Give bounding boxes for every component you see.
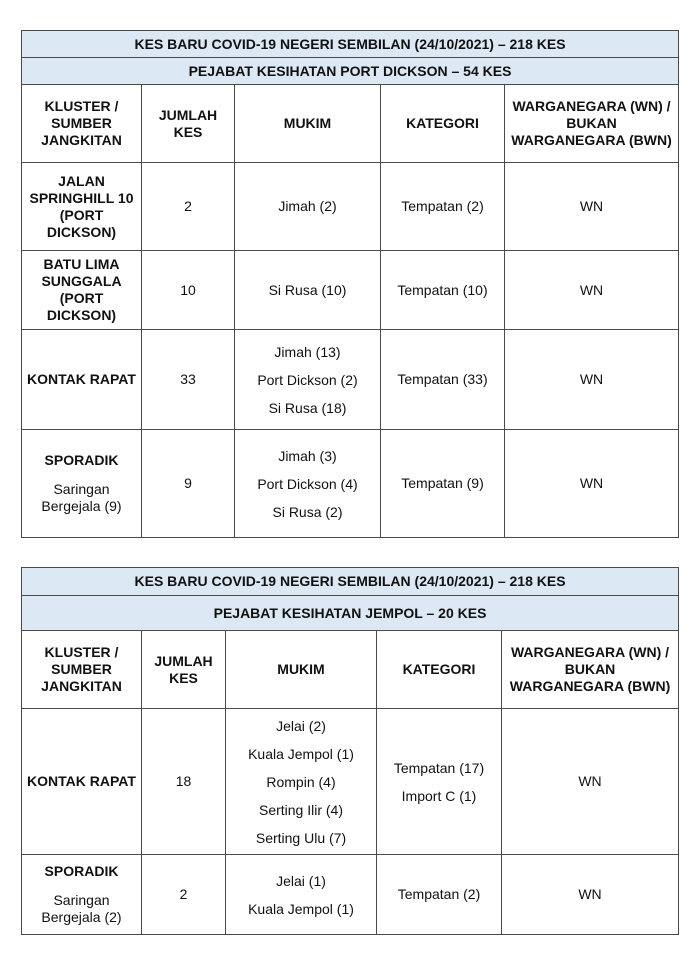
mukim-item: Kuala Jempol (1) <box>248 900 354 917</box>
mukim-cell <box>226 855 377 935</box>
table-row <box>22 430 679 538</box>
header-mukim: MUKIM <box>235 85 381 163</box>
table-title: KES BARU COVID-19 NEGERI SEMBILAN (24/10/2021) – 218 KES <box>22 31 679 58</box>
mukim-item: Jelai (2) <box>276 717 326 734</box>
jumlah-cell: 2 <box>142 163 235 251</box>
table-row <box>22 330 679 430</box>
mukim-item: Port Dickson (2) <box>257 371 358 388</box>
wn-cell: WN <box>502 855 679 935</box>
port-dickson-table <box>21 30 679 538</box>
mukim-item: Jimah (3) <box>278 447 337 464</box>
office-title: PEJABAT KESIHATAN PORT DICKSON – 54 KES <box>22 58 679 85</box>
wn-cell: WN <box>505 251 679 330</box>
header-kluster: KLUSTER / SUMBER JANGKITAN <box>22 631 142 709</box>
kluster-cell: KONTAK RAPAT <box>22 709 142 855</box>
header-kluster: KLUSTER / SUMBER JANGKITAN <box>22 85 142 163</box>
kluster-cell: JALAN SPRINGHILL 10 (PORT DICKSON) <box>22 163 142 251</box>
mukim-cell <box>235 251 381 330</box>
header-row <box>22 85 679 163</box>
mukim-item: Si Rusa (10) <box>268 281 347 298</box>
kategori-item: Tempatan (9) <box>401 475 484 491</box>
mukim-item: Jimah (13) <box>274 343 341 360</box>
header-wn: WARGANEGARA (WN) / BUKAN WARGANEGARA (BWN) <box>505 85 679 163</box>
mukim-item: Jelai (1) <box>276 872 326 889</box>
wn-cell: WN <box>505 330 679 430</box>
kluster-cell: BATU LIMA SUNGGALA (PORT DICKSON) <box>22 251 142 330</box>
table-row <box>22 251 679 330</box>
kategori-cell <box>381 163 505 251</box>
kategori-item: Tempatan (33) <box>397 371 488 387</box>
header-jumlah: JUMLAH KES <box>142 85 235 163</box>
kategori-item: Tempatan (17) <box>393 759 485 776</box>
table-row <box>22 709 679 855</box>
kategori-item: Tempatan (2) <box>397 886 481 902</box>
header-kategori: KATEGORI <box>381 85 505 163</box>
kategori-item: Tempatan (10) <box>397 281 488 298</box>
header-kategori: KATEGORI <box>377 631 502 709</box>
header-jumlah: JUMLAH KES <box>142 631 226 709</box>
table-title: KES BARU COVID-19 NEGERI SEMBILAN (24/10/2021) – 218 KES <box>22 568 679 596</box>
jumlah-cell: 33 <box>142 330 235 430</box>
kluster-note: Saringan Bergejala (2) <box>41 892 122 925</box>
kluster-cell <box>22 855 142 935</box>
kategori-item: Tempatan (2) <box>401 198 484 214</box>
header-row <box>22 631 679 709</box>
kluster-label: SPORADIK <box>44 863 119 879</box>
header-mukim: MUKIM <box>226 631 377 709</box>
table-row <box>22 163 679 251</box>
jumlah-cell: 2 <box>142 855 226 935</box>
kategori-cell <box>377 709 502 855</box>
mukim-cell <box>235 163 381 251</box>
kategori-cell <box>381 430 505 538</box>
wn-cell: WN <box>505 163 679 251</box>
mukim-item: Si Rusa (18) <box>268 399 347 416</box>
kategori-cell <box>381 330 505 430</box>
wn-cell: WN <box>502 709 679 855</box>
mukim-item: Rompin (4) <box>266 773 336 790</box>
office-title: PEJABAT KESIHATAN JEMPOL – 20 KES <box>22 596 679 631</box>
kluster-note: Saringan Bergejala (9) <box>41 481 122 514</box>
wn-cell: WN <box>505 430 679 538</box>
jumlah-cell: 9 <box>142 430 235 538</box>
mukim-item: Jimah (2) <box>278 198 337 214</box>
kategori-cell <box>381 251 505 330</box>
table-row <box>22 855 679 935</box>
mukim-item: Kuala Jempol (1) <box>248 745 354 762</box>
jumlah-cell: 10 <box>142 251 235 330</box>
kluster-cell: KONTAK RAPAT <box>22 330 142 430</box>
kluster-cell <box>22 430 142 538</box>
jumlah-cell: 18 <box>142 709 226 855</box>
mukim-item: Port Dickson (4) <box>257 475 358 492</box>
mukim-cell <box>235 330 381 430</box>
mukim-item: Si Rusa (2) <box>272 503 343 520</box>
mukim-cell <box>226 709 377 855</box>
mukim-item: Serting Ulu (7) <box>255 829 347 846</box>
mukim-item: Serting Ilir (4) <box>258 801 344 818</box>
kategori-cell <box>377 855 502 935</box>
mukim-cell <box>235 430 381 538</box>
kategori-item: Import C (1) <box>401 787 477 804</box>
header-wn: WARGANEGARA (WN) / BUKAN WARGANEGARA (BWN) <box>502 631 679 709</box>
jempol-table <box>21 567 679 935</box>
kluster-label: SPORADIK <box>44 452 119 468</box>
